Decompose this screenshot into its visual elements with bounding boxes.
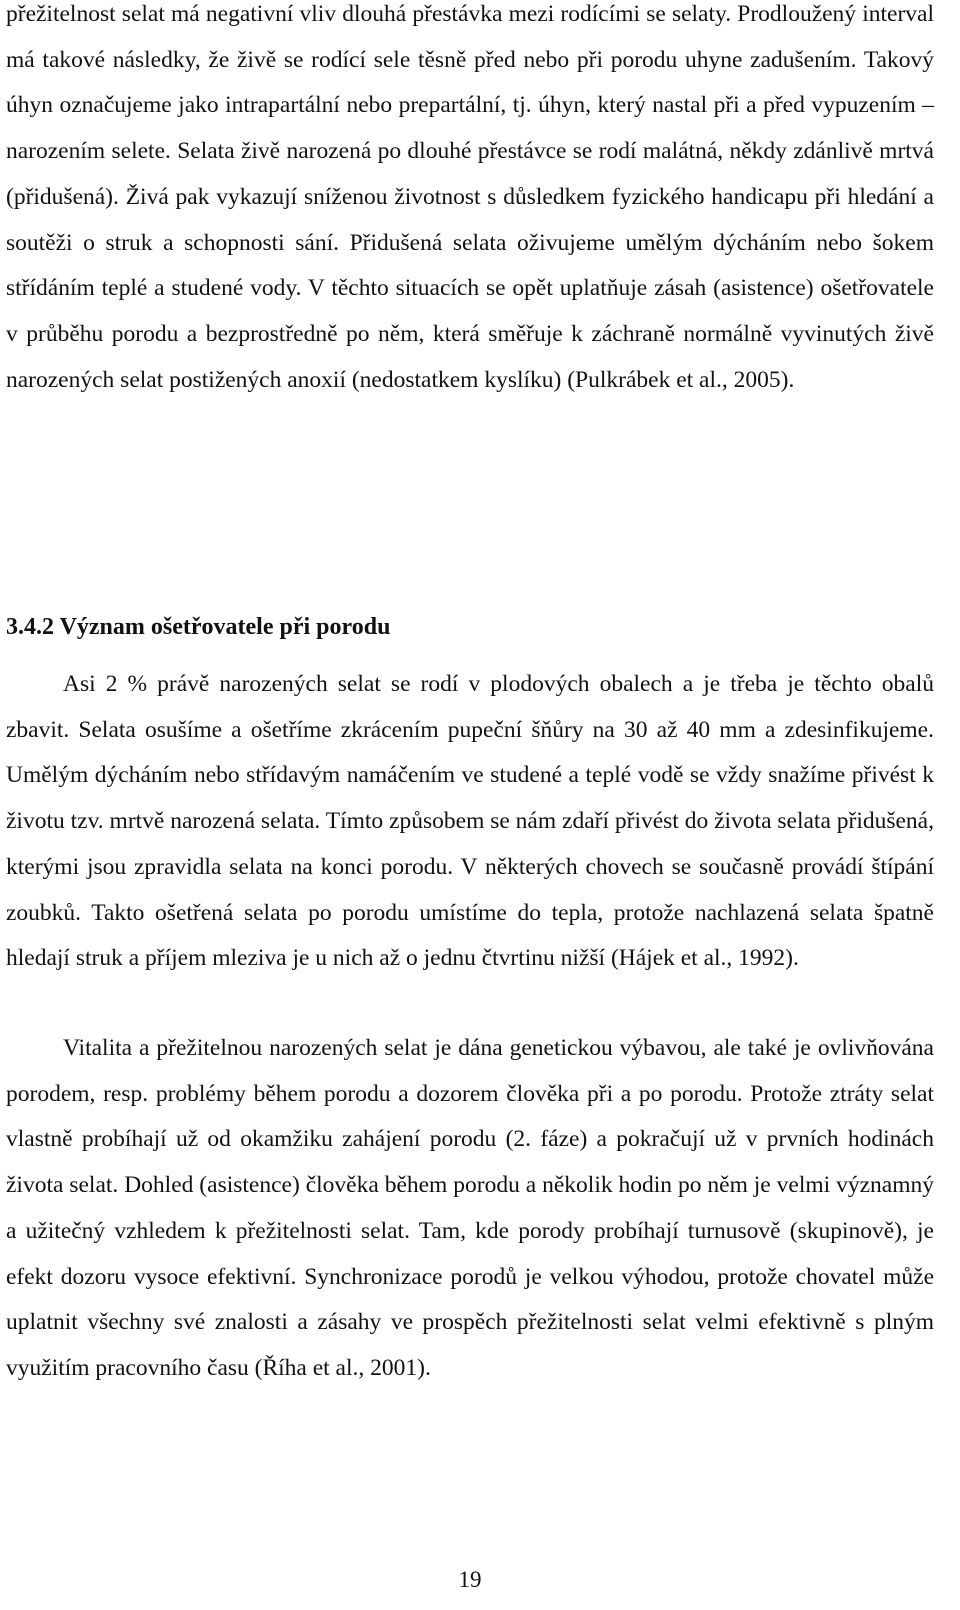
paragraph-1: přežitelnost selat má negativní vliv dlouhá přestávka mezi rodícími se selaty. Prodloužený interval má takové následky, že živě se rodící sele těsně před nebo při porodu uhyne zadušením. Takový úhyn označujeme jako intrapartální nebo prepartální, tj. úhyn, který nastal při a před vypuzením – narozením selete. Selata živě narozená po dlouhé přestávce se rodí malátná, někdy zdánlivě mrtvá (přidušená). Živá pak vykazují sníženou životnost s důsledkem fyzického handicapu při hledání a soutěži o struk a schopnosti sání. Přidušená selata oživujeme umělým dýcháním nebo šokem střídáním teplé a studené vody. V těchto situacích se opět uplatňuje zásah (asistence) ošetřovatele v průběhu porodu a bezprostředně po něm, která směřuje k záchraně normálně vyvinutých živě narozených selat postižených anoxií (nedostatkem kyslíku) (Pulkrábek et al., 2005). <box>6 1 934 393</box>
paragraph-3: Vitalita a přežitelnou narozených selat je dána genetickou výbavou, ale také je ovlivňována porodem, resp. problémy během porodu a dozorem člověka při a po porodu. Protože ztráty selat vlastně probíhají už od okamžiku zahájení porodu (2. fáze) a pokračují už v prvních hodinách života selat. Dohled (asistence) člověka během porodu a několik hodin po něm je velmi významný a užitečný vzhledem k přežitelnosti selat. Tam, kde porody probíhají turnusově (skupinově), je efekt dozoru vysoce efektivní. Synchronizace porodů je velkou výhodou, protože chovatel může uplatnit všechny své znalosti a zásahy ve prospěch přežitelnosti selat velmi efektivně s plným využitím pracovního času (Říha et al., 2001). <box>6 1035 934 1381</box>
section-heading: 3.4.2 Význam ošetřovatele při porodu <box>6 614 391 640</box>
paragraph-2: Asi 2 % právě narozených selat se rodí v plodových obalech a je třeba je těchto obalů zbavit. Selata osušíme a ošetříme zkrácením pupeční šňůry na 30 až 40 mm a zdesinfikujeme. Umělým dýcháním nebo střídavým namáčením ve studené a teplé vodě se vždy snažíme přivést k životu tzv. mrtvě narozená selata. Tímto způsobem se nám zdaří přivést do života selata přidušená, kterými jsou zpravidla selata na konci porodu. V některých chovech se současně provádí štípání zoubků. Takto ošetřená selata po porodu umístíme do tepla, protože nachlazená selata špatně hledají struk a příjem mleziva je u nich až o jednu čtvrtinu nižší (Hájek et al., 1992). <box>6 671 934 972</box>
page-number: 19 <box>458 1567 482 1592</box>
